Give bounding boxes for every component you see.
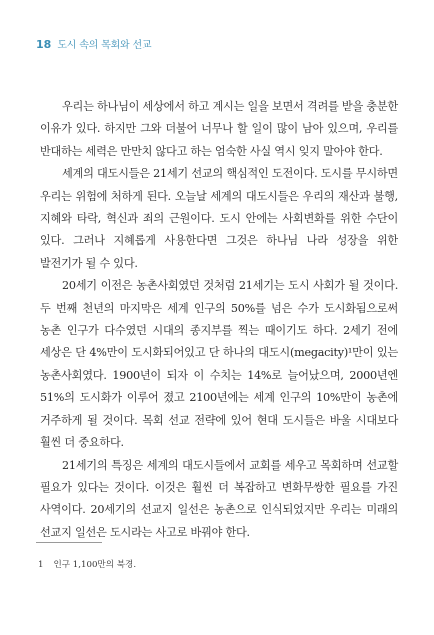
footnote-marker: 1 bbox=[38, 560, 44, 570]
footnote bbox=[38, 559, 136, 571]
footnote-text: 인구 1,100만의 북경. bbox=[53, 560, 137, 570]
page-header bbox=[36, 36, 151, 52]
body-text bbox=[40, 96, 398, 544]
paragraph-3: 20세기 이전은 농촌사회였던 것처럼 21세기는 도시 사회가 될 것이다. 두 번째 천년의 마지막은 세계 인구의 50%를 넘은 수가 도시화됨으로써 농촌 인구가 다수였던 시대의 종지부를 찍는 때이기도 하다. 2세기 전에 세상은 단 4%만이 도시화되어있고 단 하나의 대도시(megacity)¹만이 있는 농촌사회였다. 1900년이 되자 이 수치는 14%로 늘어났으며, 2000년엔 51%의 도시화가 이루어 졌고 2100년에는 세계 인구의 10%만이 농촌에 거주하게 될 것이다. 목회 선교 전략에 있어 현대 도시들은 바울 시대보다 훨씬 더 중요하다. bbox=[40, 279, 398, 450]
footnote-divider bbox=[36, 542, 102, 543]
paragraph-1: 우리는 하나님이 세상에서 하고 계시는 일을 보면서 격려를 받을 충분한 이유가 있다. 하지만 그와 더불어 너무나 할 일이 많이 남아 있으며, 우리를 반대하는 세력은 만만치 않다고 하는 엄숙한 사실 역시 잊지 말아야 한다. bbox=[40, 100, 398, 158]
running-title: 도시 속의 목회와 선교 bbox=[57, 40, 152, 51]
paragraph-4: 21세기의 특징은 세계의 대도시들에서 교회를 세우고 목회하며 선교할 필요가 있다는 것이다. 이것은 훨씬 더 복잡하고 변화무쌍한 필요를 가진 사역이다. 20세기의 선교지 일선은 농촌으로 인식되었지만 우리는 미래의 선교지 일선은 도시라는 사고로 바꿔야 한다. bbox=[40, 458, 398, 539]
paragraph-2: 세계의 대도시들은 21세기 선교의 핵심적인 도전이다. 도시를 무시하면 우리는 위험에 처하게 된다. 오늘날 세계의 대도시들은 우리의 재산과 불행, 지혜와 타락, 혁신과 죄의 근원이다. 도시 안에는 사회변화를 위한 수단이 있다. 그러나 지혜롭게 사용한다면 그것은 하나님 나라 성장을 위한 발전기가 될 수 있다. bbox=[40, 167, 398, 270]
page-number: 18 bbox=[36, 38, 52, 51]
